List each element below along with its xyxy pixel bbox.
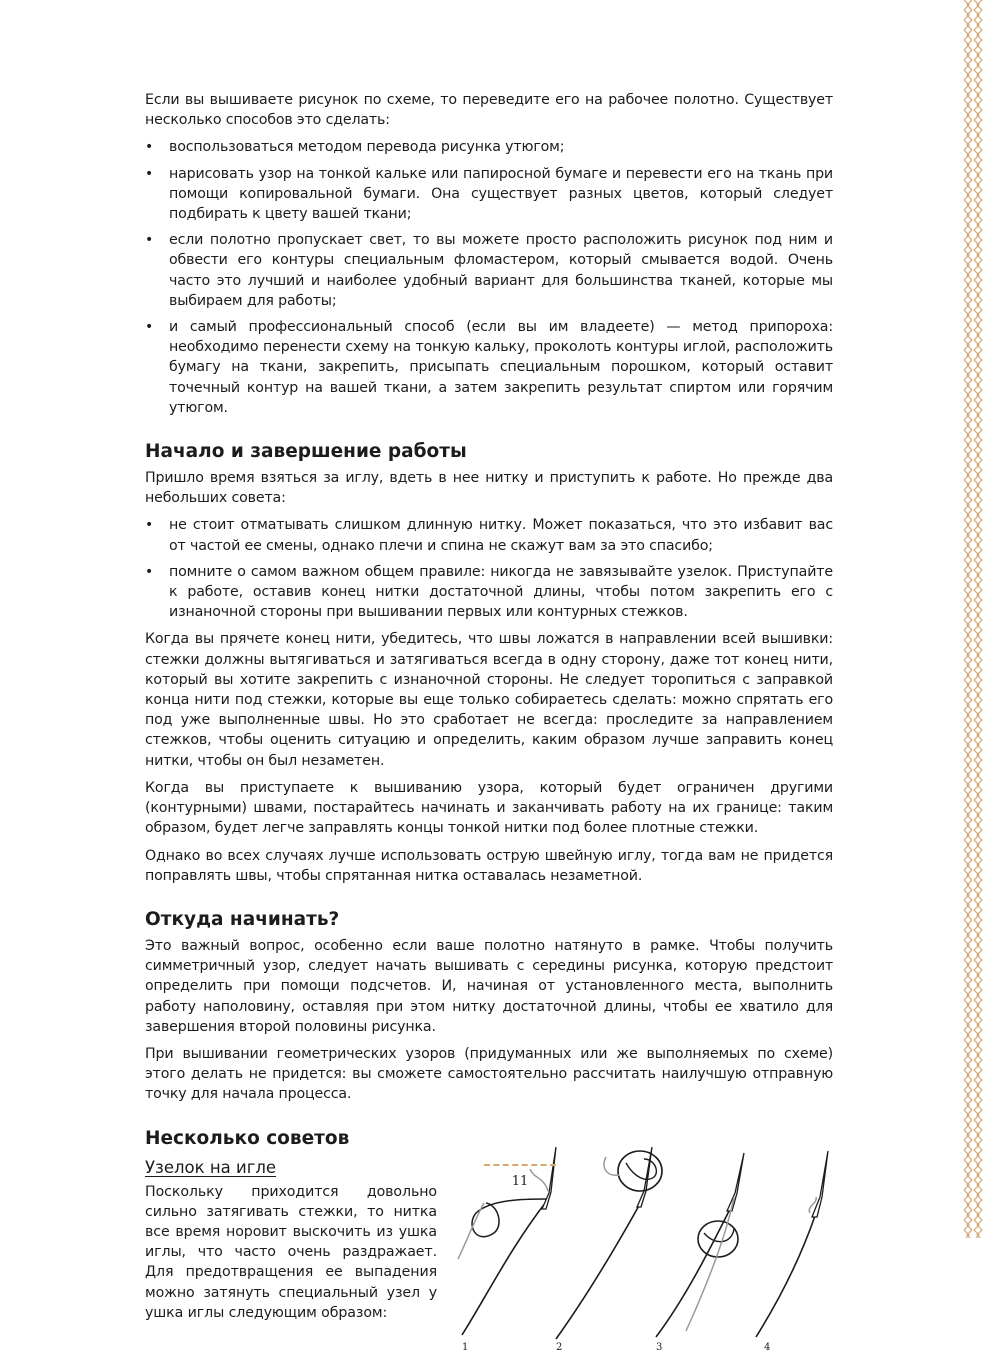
knot-step-3-drawing — [656, 1153, 744, 1337]
start-bullet-list — [145, 515, 833, 622]
intro-paragraph: Если вы вышиваете рисунок по схеме, то переведите его на рабочее полотно. Существует несколько способов это сделать: — [145, 92, 833, 129]
figure-label-1: 1 — [462, 1341, 469, 1353]
knot-step-4-drawing — [756, 1151, 828, 1337]
list-item: • и самый профессиональный способ (если вы им владеете) — метод припороха: необходимо перенести схему на тонкую кальку, проколоть контуры иглой, расположить бумагу на ткани, закрепить, присыпать специальным порошком, который оставит точечный контур на вашей ткани, а затем закрепить результат спиртом или горячим утюгом. — [145, 319, 833, 416]
figure-label-2: 2 — [556, 1341, 563, 1353]
section-heading-where: Откуда начинать? — [145, 908, 340, 930]
where-paragraph-1: Это важный вопрос, особенно если ваше полотно натянуто в рамке. Чтобы получить симметричный узор, следует начать вышивать с середины рисунка, которую предстоит определить при помощи подсчетов. И, начиная от установленного места, выполнить работу наполовину, оставляя при этом нитку достаточной длины, чтобы ее хватило для завершения второй половины рисунка. — [145, 937, 833, 1035]
list-item: • не стоит отматывать слишком длинную нитку. Может показаться, что это избавит вас от частой ее смены, однако плечи и спина не скажут вам за это спасибо; — [145, 517, 833, 554]
page-content — [145, 90, 833, 1353]
start-paragraph-4: Однако во всех случаях лучше использовать острую швейную иглу, тогда вам не придется поправлять швы, чтобы спрятанная нитка оставалась незаметной. — [145, 847, 833, 884]
knot-step-2-drawing — [556, 1147, 662, 1339]
section-heading-tips: Несколько советов — [145, 1127, 350, 1149]
list-item: • если полотно пропускает свет, то вы можете просто расположить рисунок под ним и обвести его контуры специальным фломастером, который смывается водой. Очень часто это лучший и наиболее удобный вариант для большинства тканей, которые мы выбираем для работы; — [145, 232, 833, 309]
list-item: • помните о самом важном общем правиле: никогда не завязывайте узелок. Приступайте к работе, оставив конец нитки достаточной длины, чтобы потом закрепить его с изнаночной стороны при вышивании первых или контурных стежков. — [145, 563, 833, 621]
bullet-icon: • — [145, 139, 154, 156]
list-item: • нарисовать узор на тонкой кальке или папиросной бумаге и перевести его на ткань при помощи копировальной бумаги. Она существует разных цветов, который следует подбирать к цвету вашей ткани; — [145, 165, 833, 223]
page-footer — [470, 1164, 570, 1189]
figure-label-3: 3 — [656, 1341, 663, 1353]
subheading-needle-knot: Узелок на игле — [145, 1157, 277, 1177]
start-paragraph-1: Пришло время взяться за иглу, вдеть в нее нитку и приступить к работе. Но прежде два небольших совета: — [145, 470, 833, 507]
page-number: 11 — [511, 1174, 529, 1189]
list-item: • воспользоваться методом перевода рисунка утюгом; — [145, 137, 833, 157]
start-paragraph-2: Когда вы прячете конец нити, убедитесь, что швы ложатся в направлении всей вышивки: стежки должны вытягиваться и затягиваться всегда в одну сторону, даже тот конец нити, который вы хотите закрепить с изнаночной стороны. Не следует торопиться с заправкой конца нити под стежки, которые вы еще только собираетесь сделать: можно спрятать его под уже выполненные швы. Но это сработает не всегда: проследите за направлением стежков, чтобы оценить ситуацию и определить, каким образом лучше заправить конец нитки, чтобы он был незаметен. — [145, 631, 833, 769]
section-heading-start: Начало и завершение работы — [145, 441, 467, 463]
intro-bullet-list — [145, 137, 833, 418]
footer-divider — [484, 1164, 556, 1166]
knot-text-column — [145, 1157, 437, 1323]
start-paragraph-3: Когда вы приступаете к вышиванию узора, который будет ограничен другими (контурными) швами, постарайтесь начинать и заканчивать работу на их границе: таким образом, будет легче заправлять концы тонкой нитки под более плотные стежки. — [145, 779, 833, 837]
decorative-border-strip — [958, 0, 988, 1238]
knot-paragraph: Поскольку приходится довольно сильно затягивать стежки, то нитка все время норовит выскочить из ушка иглы, что часто очень раздражает. Для предотвращения ее выпадения можно затянуть специальный узел у ушка иглы следующим образом: — [145, 1183, 437, 1321]
bullet-icon: • — [145, 563, 154, 580]
bullet-icon: • — [145, 165, 154, 182]
bullet-icon: • — [145, 517, 154, 534]
bullet-icon: • — [145, 319, 154, 336]
figure-label-4: 4 — [764, 1341, 771, 1353]
where-paragraph-2: При вышивании геометрических узоров (придуманных или же выполняемых по схеме) этого делать не придется: вы сможете самостоятельно рассчитать наилучшую отправную точку для начала процесса. — [145, 1045, 833, 1103]
bullet-icon: • — [145, 232, 154, 249]
